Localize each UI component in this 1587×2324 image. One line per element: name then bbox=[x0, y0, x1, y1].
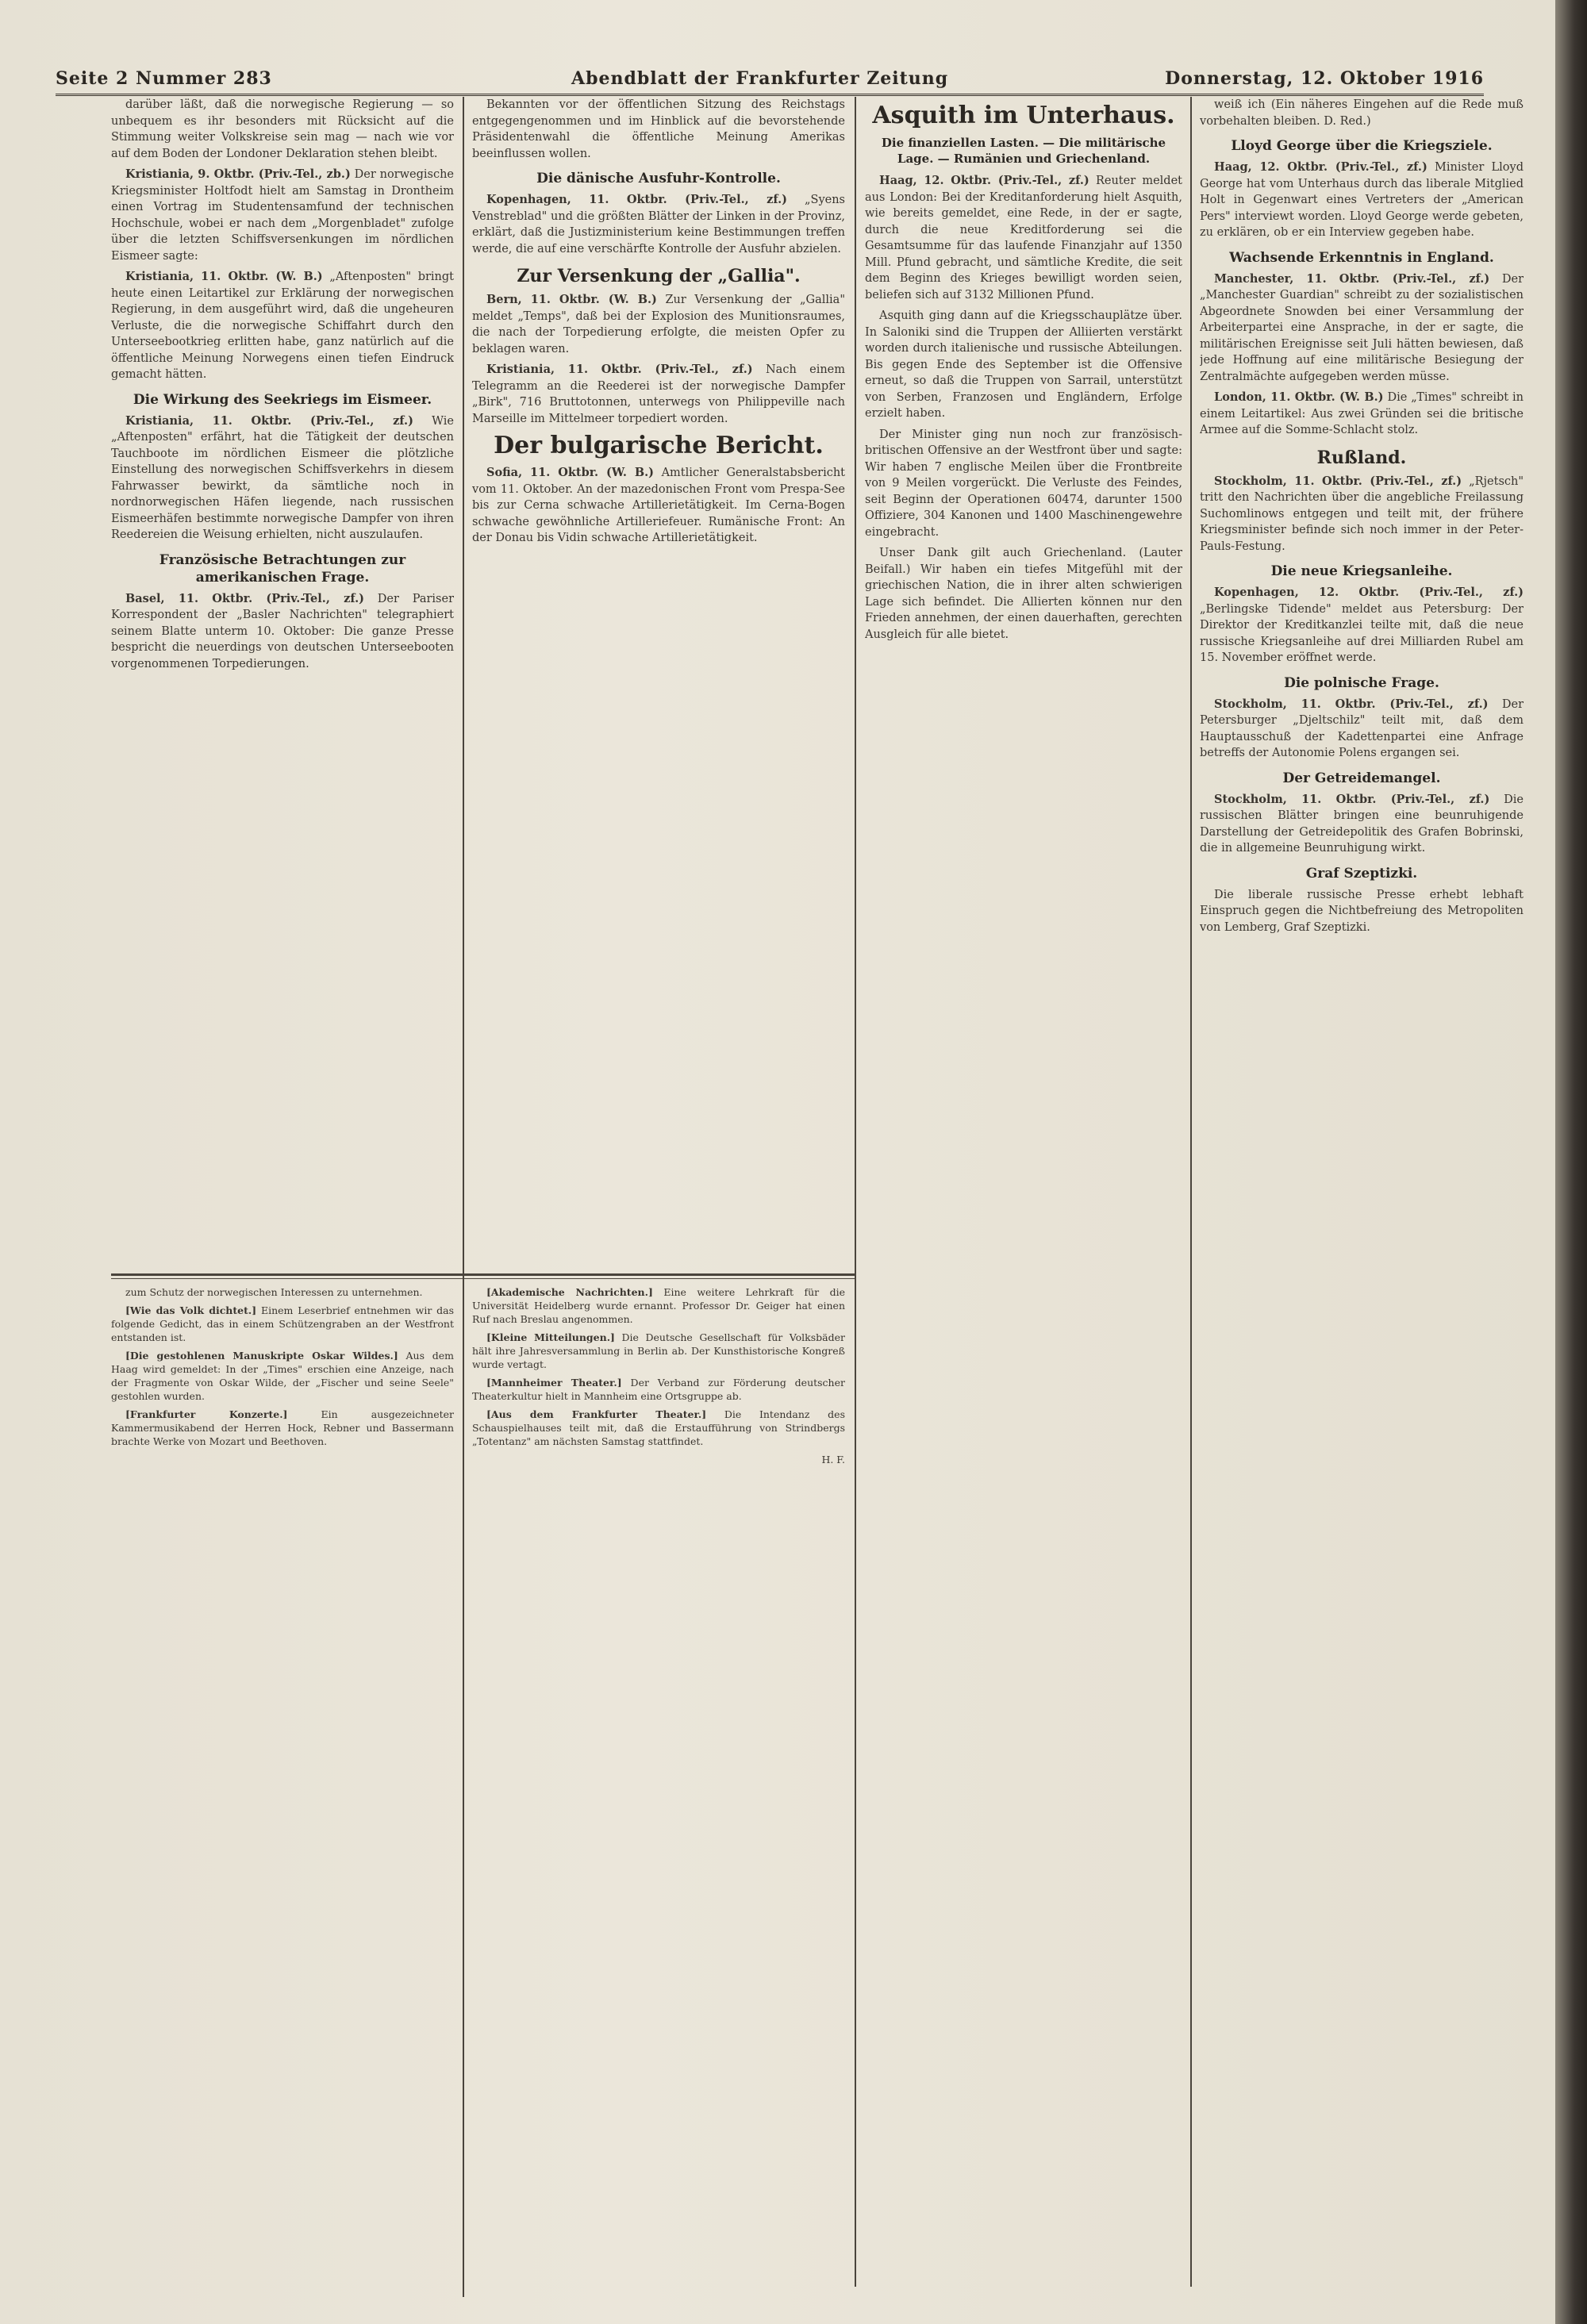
column-2 bbox=[472, 97, 845, 1270]
article-text: Minister Lloyd George hat vom Unterhaus durch das liberale Mitglied Holt in Gegenwart eines Vertreters der „American Pers" interviewt worden. Lloyd George werde gebeten, zu erklären, ob er ein Interview gegeben habe. bbox=[1200, 161, 1524, 239]
feuilleton-divider bbox=[111, 1278, 855, 1279]
article-text: Der norwegische Kriegsminister Holtfodt hielt am Samstag in Drontheim einen Vortrag im Studentensamfund der technischen Hochschule, wobei er nach dem „Morgenbladet" zufolge über die letzten Schiffsversenkungen im nördlichen Eismeer sagte: bbox=[111, 168, 454, 263]
column-rule bbox=[855, 97, 856, 2287]
feuilleton-heading: [Mannheimer Theater.] bbox=[486, 1377, 622, 1389]
article-text: Der Pariser Korrespondent der „Basler Nachrichten" telegraphiert seinem Blatte unterm 10. Oktober: Die ganze Presse bespricht die neuerdings von deutschen Unterseebooten vorgenommenen Torpedierungen. bbox=[111, 592, 454, 670]
article-text: Zur Versenkung der „Gallia" meldet „Temps", daß bei der Explosion des Munitionsraumes, die nach der Torpedierung erfolgte, die meisten Opfer zu beklagen waren. bbox=[472, 294, 845, 355]
feuilleton-heading: [Wie das Volk dichtet.] bbox=[125, 1304, 257, 1316]
dateline: London, 11. Oktbr. (W. B.) bbox=[1214, 390, 1384, 404]
feuilleton-text: Die Intendanz des Schauspielhauses teilt mit, daß die Erstaufführung von Strindbergs „Totentanz" am nächsten Samstag stattfindet. bbox=[472, 1408, 845, 1447]
column-4 bbox=[1200, 97, 1524, 2287]
article-text: weiß ich (Ein näheres Eingehen auf die Rede muß vorbehalten bleiben. D. Red.) bbox=[1200, 98, 1524, 128]
article-heading: Zur Versenkung der „Gallia". bbox=[517, 266, 801, 286]
feuilleton-text: Einem Leserbrief entnehmen wir das folgende Gedicht, das in einem Schützengraben an der Westfront entstanden ist. bbox=[111, 1304, 454, 1343]
article-text: „Syens Venstreblad" und die größten Blätter der Linken in der Provinz, erklärt, daß die Justizministerium keine Bestimmungen treffen werde, die auf eine verschärfte Kontrolle der Ausfuhr abzielen. bbox=[472, 194, 845, 255]
article-text: „Berlingske Tidende" meldet aus Petersburg: Der Direktor der Kreditkanzlei teilte mit, daß die neue russische Kriegsanleihe auf drei Milliarden Rubel am 15. November eröffnet werde. bbox=[1200, 602, 1524, 664]
feuilleton-divider bbox=[111, 1273, 855, 1276]
dateline: Kristiania, 11. Oktbr. (Priv.-Tel., zf.) bbox=[125, 413, 413, 428]
article-heading: Die dänische Ausfuhr-Kontrolle. bbox=[536, 171, 781, 186]
feuilleton-column-1 bbox=[111, 1285, 454, 2293]
article-text: darüber läßt, daß die norwegische Regierung — so unbequem es ihr besonders mit Rücksicht auf die Stimmung weiter Volkskreise sein mag — nach wie vor auf dem Boden der Londoner Deklaration stehen bleibt. bbox=[111, 98, 454, 160]
article-text: Die russischen Blätter bringen eine beunruhigende Darstellung der Getreidepolitik des Grafen Bobrinski, die in allgemeine Beunruhigung wirkt. bbox=[1200, 793, 1524, 855]
dateline: Basel, 11. Oktbr. (Priv.-Tel., zf.) bbox=[125, 591, 364, 605]
article-text: „Rjetsch" tritt den Nachrichten über die angebliche Freilassung Suchomlinows entgegen und teilt mit, der frühere Kriegsminister befinde sich noch immer in der Peter-Pauls-Festung. bbox=[1200, 474, 1524, 553]
article-text: Amtlicher Generalstabsbericht vom 11. Oktober. An der mazedonischen Front vom Prespa-See bis zur Cerna schwache Artillerietätigkeit. Im Cerna-Bogen schwache gewöhnliche Artilleriefeuer. Rumänische Front: An der Donau bis Vidin schwache Artillerietätigkeit. bbox=[472, 467, 845, 544]
feuilleton-text: Eine weitere Lehrkraft für die Universität Heidelberg wurde ernannt. Professor Dr. Geiger hat einen Ruf nach Breslau angenommen. bbox=[472, 1286, 845, 1325]
article-heading: Die Wirkung des Seekriegs im Eismeer. bbox=[133, 391, 432, 408]
article-subtitle: Die finanziellen Lasten. — Die militärische Lage. — Rumänien und Griechenland. bbox=[881, 136, 1166, 166]
article-heading: Die neue Kriegsanleihe. bbox=[1270, 563, 1453, 579]
issue-date: Donnerstag, 12. Oktober 1916 bbox=[1165, 68, 1484, 89]
article-heading: Der bulgarische Bericht. bbox=[494, 432, 824, 459]
feuilleton-heading: [Kleine Mitteilungen.] bbox=[486, 1331, 615, 1343]
dateline: Sofia, 11. Oktbr. (W. B.) bbox=[486, 466, 655, 479]
feuilleton-text: zum Schutz der norwegischen Interessen zu unternehmen. bbox=[125, 1286, 423, 1298]
article-heading: Französische Betrachtungen zur amerikanischen Frage. bbox=[159, 551, 406, 586]
article-text: Nach einem Telegramm an die Reederei ist der norwegische Dampfer „Birk", 716 Bruttotonnen, unterwegs von Philippeville nach Marseille im Mittelmeer torpediert worden. bbox=[472, 363, 845, 425]
article-heading: Rußland. bbox=[1316, 447, 1407, 468]
article-text: Die „Times" schreibt in einem Leitartikel: Aus zwei Gründen sei die britische Armee auf die Somme-Schlacht stolz. bbox=[1200, 391, 1524, 436]
dateline: Kristiania, 9. Oktbr. (Priv.-Tel., zb.) bbox=[125, 167, 351, 181]
dateline: Stockholm, 11. Oktbr. (Priv.-Tel., zf.) bbox=[1214, 697, 1489, 711]
masthead: Abendblatt der Frankfurter Zeitung bbox=[571, 68, 949, 89]
dateline: Stockholm, 11. Oktbr. (Priv.-Tel., zf.) bbox=[1214, 792, 1490, 806]
column-3 bbox=[865, 97, 1182, 2287]
article-heading: Die polnische Frage. bbox=[1284, 674, 1439, 691]
dateline: Bern, 11. Oktbr. (W. B.) bbox=[486, 293, 657, 306]
column-rule bbox=[1190, 97, 1192, 2287]
dateline: Stockholm, 11. Oktbr. (Priv.-Tel., zf.) bbox=[1214, 474, 1462, 488]
article-text: Asquith ging dann auf die Kriegsschauplätze über. In Saloniki sind die Truppen der Alliierten verstärkt worden durch italienische und russische Abteilungen. Bis gegen Ende des September ist die Offensive erneut, so daß die Truppen von Sarrail, unterstützt von Serben, Franzosen und Engländern, Erfolge erzielt haben. bbox=[865, 309, 1182, 420]
article-heading: Der Getreidemangel. bbox=[1282, 770, 1441, 786]
feuilleton-heading: [Die gestohlenen Manuskripte Oskar Wildes.] bbox=[125, 1350, 398, 1362]
dateline: Haag, 12. Oktbr. (Priv.-Tel., zf.) bbox=[879, 174, 1089, 187]
dateline: Kristiania, 11. Oktbr. (Priv.-Tel., zf.) bbox=[486, 363, 753, 376]
article-heading: Lloyd George über die Kriegsziele. bbox=[1231, 138, 1493, 154]
article-text: Der Petersburger „Djeltschilz" teilt mit, daß dem Hauptausschuß der Kadettenpartei eine Anfrage betreffs der Autonomie Polens ergangen sei. bbox=[1200, 697, 1524, 759]
dateline: Haag, 12. Oktbr. (Priv.-Tel., zf.) bbox=[1214, 160, 1428, 174]
feuilleton-text: Der Verband zur Förderung deutscher Theaterkultur hielt in Mannheim eine Ortsgruppe ab. bbox=[472, 1377, 845, 1402]
article-text: Bekannten vor der öffentlichen Sitzung des Reichstags entgegengenommen und im Hinblick auf die bevorstehende Präsidentenwahl die öffentliche Meinung Amerikas beeinflussen wollen. bbox=[472, 98, 845, 160]
dateline: Kristiania, 11. Oktbr. (W. B.) bbox=[125, 270, 323, 283]
feuilleton-text: Aus dem Haag wird gemeldet: In der „Times" erschien eine Anzeige, nach der Fragmente von Oskar Wilde, der „Fischer und seine Seele" gestohlen wurden. bbox=[111, 1350, 454, 1402]
feuilleton-heading: [Akademische Nachrichten.] bbox=[486, 1286, 653, 1298]
dateline: Manchester, 11. Oktbr. (Priv.-Tel., zf.) bbox=[1214, 271, 1490, 286]
article-text: Der Minister ging nun noch zur französisch-britischen Offensive an der Westfront über und sagte: Wir haben 7 englische Meilen über die Frontbreite von 9 Meilen vorgerückt. Die Verluste des Feindes, seit Beginn der Operationen 60474, darunter 1500 Offiziere, 304 Kanonen und 1400 Maschinengewehre eingebracht. bbox=[865, 428, 1182, 539]
feuilleton-column-2 bbox=[472, 1285, 845, 2293]
article-text: Der „Manchester Guardian" schreibt zu der sozialistischen Abgeordnete Snowden bei einer Versammlung der Arbeiterpartei eine Ansprache, in der er sagte, die militärischen Ereignisse seit Juli hätten bewiesen, daß jede Hoffnung auf eine militärische Besiegung der Zentralmächte aufgegeben werden müsse. bbox=[1200, 272, 1524, 383]
article-heading: Graf Szeptizki. bbox=[1305, 865, 1418, 882]
article-title: Asquith im Unterhaus. bbox=[872, 102, 1175, 129]
page-header bbox=[56, 67, 1484, 96]
feuilleton-heading: [Aus dem Frankfurter Theater.] bbox=[486, 1408, 707, 1420]
page-edge-shadow bbox=[1555, 0, 1587, 2324]
article-text: Unser Dank gilt auch Griechenland. (Lauter Beifall.) Wir haben ein tiefes Mitgefühl mit der griechischen Nation, die in ihrer alten schwierigen Lage sich befindet. Die Allierten können nur den Frieden annehmen, der einen dauerhaften, gerechten Ausgleich für alle bietet. bbox=[865, 547, 1182, 641]
column-rule bbox=[463, 1281, 464, 2297]
page-number: Seite 2 Nummer 283 bbox=[56, 68, 272, 89]
article-heading: Wachsende Erkenntnis in England. bbox=[1229, 249, 1494, 266]
article-text: Die liberale russische Presse erhebt lebhaft Einspruch gegen die Nichtbefreiung des Metropoliten von Lemberg, Graf Szeptizki. bbox=[1200, 888, 1524, 934]
article-text: Wie „Aftenposten" erfährt, hat die Tätigkeit der deutschen Tauchboote im nördlichen Eismeer die plötzliche Einstellung des norwegischen Schiffsverkehrs in diesem Fahrwasser bewirkt, da sämtliche noch in nordnorwegischen Häfen liegende, nach russischen Eismeerhäfen bestimmte norwegische Dampfer von ihren Reedereien die Weisung erhielten, nicht auszulaufen. bbox=[111, 414, 454, 541]
feuilleton-text: Die Deutsche Gesellschaft für Volksbäder hält ihre Jahresversammlung in Berlin ab. Der Kunsthistorische Kongreß wurde vertagt. bbox=[472, 1331, 845, 1370]
article-text: Reuter meldet aus London: Bei der Kreditanforderung hielt Asquith, wie bereits gemeldet, eine Rede, in der er sagte, durch die neue Kreditforderung sei die Gesamtsumme für das laufende Finanzjahr auf 1350 Mill. Pfund gebracht, und sämtliche Kredite, die seit dem Beginn des Krieges bewilligt worden seien, beliefen sich auf 3132 Millionen Pfund. bbox=[865, 175, 1182, 302]
feuilleton-heading: [Frankfurter Konzerte.] bbox=[125, 1408, 288, 1420]
feuilleton-text: Ein ausgezeichneter Kammermusikabend der Herren Hock, Rebner und Bassermann brachte Werke von Mozart und Beethoven. bbox=[111, 1408, 454, 1447]
article-text: „Aftenposten" bringt heute einen Leitartikel zur Erklärung der norwegischen Regierung, in dem ausgeführt wird, daß die ungeheuren Verluste, die die norwegische Schiffahrt durch den Unterseebootkrieg erlitten habe, ganz natürlich auf die öffentliche Meinung Norwegens einen tiefen Eindruck gemacht hätten. bbox=[111, 271, 454, 381]
dateline: Kopenhagen, 12. Oktbr. (Priv.-Tel., zf.) bbox=[1214, 586, 1524, 599]
column-1 bbox=[111, 97, 454, 1270]
dateline: Kopenhagen, 11. Oktbr. (Priv.-Tel., zf.) bbox=[486, 193, 787, 206]
signature: H. F. bbox=[821, 1454, 845, 1465]
